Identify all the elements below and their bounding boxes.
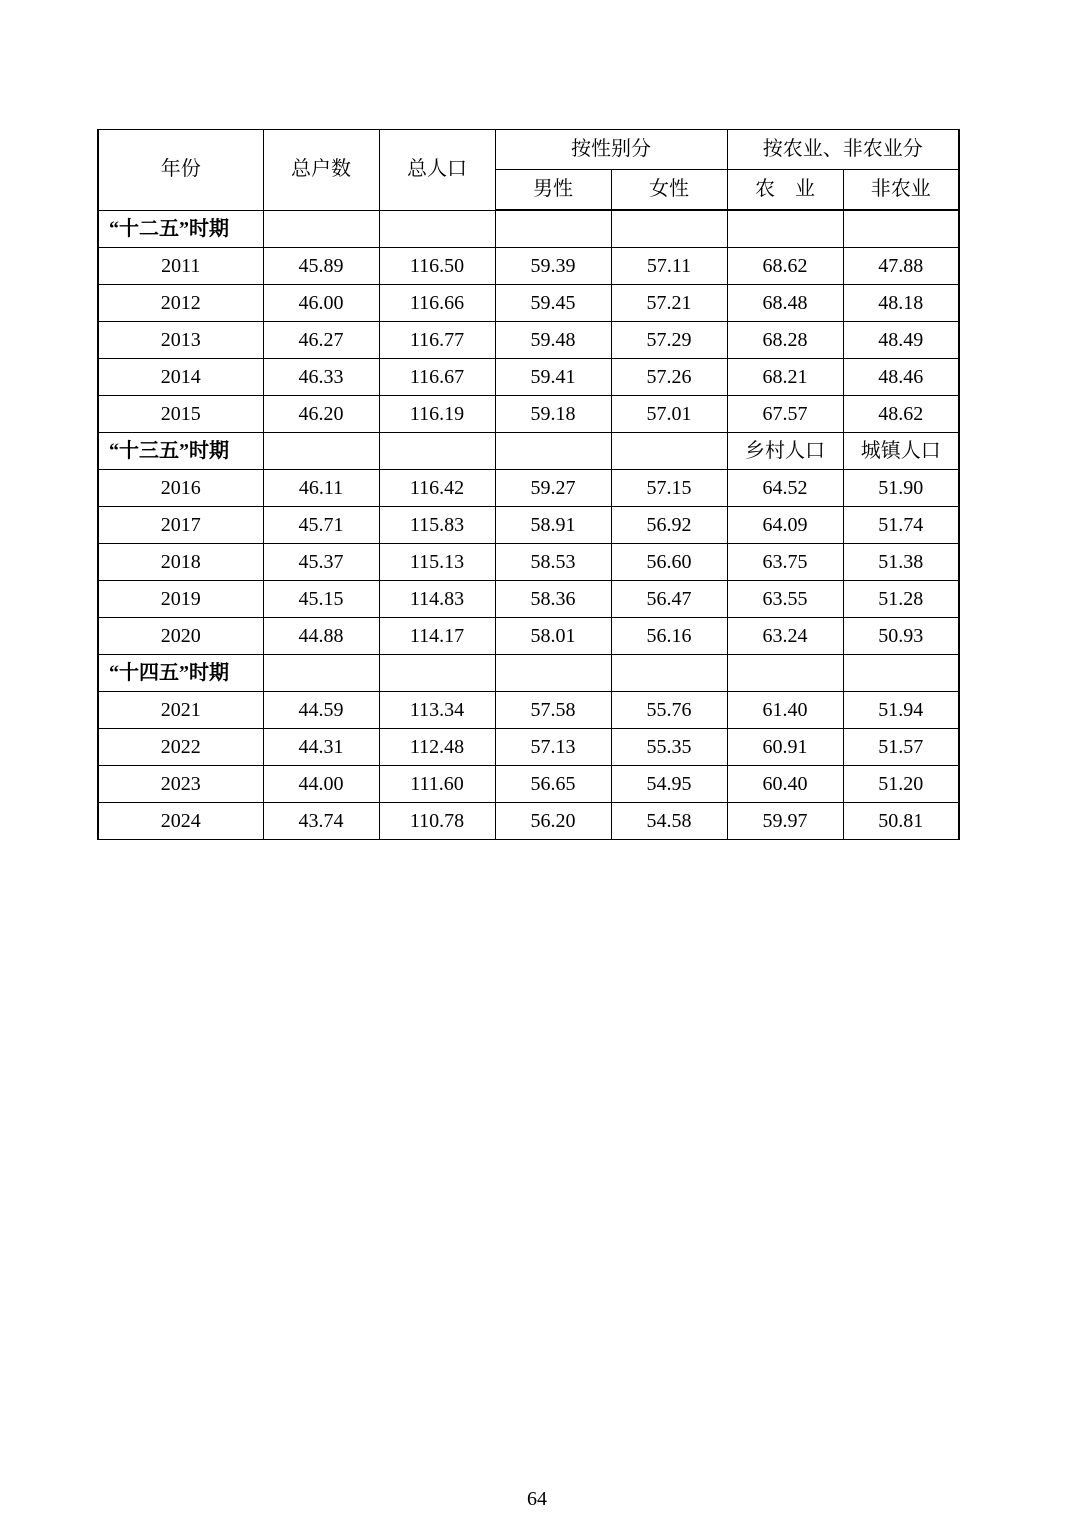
period-row <box>98 433 959 470</box>
table-cell: 55.35 <box>611 729 727 766</box>
table-row <box>98 803 959 840</box>
empty-cell <box>379 655 495 692</box>
table-cell: 68.62 <box>727 248 843 285</box>
table-cell: 51.20 <box>843 766 959 803</box>
header-female: 女性 <box>611 170 727 211</box>
period-subheader <box>843 655 959 692</box>
table-cell: 56.92 <box>611 507 727 544</box>
table-row <box>98 729 959 766</box>
table-row <box>98 359 959 396</box>
empty-cell <box>495 210 611 248</box>
table-cell: 55.76 <box>611 692 727 729</box>
table-cell: 51.74 <box>843 507 959 544</box>
table-cell: 57.29 <box>611 322 727 359</box>
table-cell: 67.57 <box>727 396 843 433</box>
table-cell: 115.13 <box>379 544 495 581</box>
period-label: “十二五”时期 <box>98 210 263 248</box>
empty-cell <box>379 433 495 470</box>
table-row <box>98 544 959 581</box>
table-cell: 47.88 <box>843 248 959 285</box>
table-cell: 2014 <box>98 359 263 396</box>
table-row <box>98 396 959 433</box>
table-cell: 2015 <box>98 396 263 433</box>
table-cell: 59.97 <box>727 803 843 840</box>
table-cell: 45.71 <box>263 507 379 544</box>
table-cell: 51.90 <box>843 470 959 507</box>
table-cell: 2012 <box>98 285 263 322</box>
header-agri: 农 业 <box>727 170 843 211</box>
empty-cell <box>379 210 495 248</box>
population-table <box>97 129 960 840</box>
table-row <box>98 322 959 359</box>
table-cell: 45.15 <box>263 581 379 618</box>
table-cell: 45.89 <box>263 248 379 285</box>
table-cell: 51.28 <box>843 581 959 618</box>
empty-cell <box>611 655 727 692</box>
period-subheader <box>727 655 843 692</box>
table-cell: 59.45 <box>495 285 611 322</box>
empty-cell <box>263 433 379 470</box>
table-cell: 46.11 <box>263 470 379 507</box>
empty-cell <box>263 210 379 248</box>
header-male: 男性 <box>495 170 611 211</box>
empty-cell <box>495 433 611 470</box>
period-label: “十三五”时期 <box>98 433 263 470</box>
table-cell: 113.34 <box>379 692 495 729</box>
period-subheader: 城镇人口 <box>843 433 959 470</box>
period-subheader <box>843 210 959 248</box>
table-cell: 56.16 <box>611 618 727 655</box>
table-cell: 112.48 <box>379 729 495 766</box>
table-cell: 114.83 <box>379 581 495 618</box>
page-number: 64 <box>527 1488 547 1510</box>
table-cell: 68.48 <box>727 285 843 322</box>
table-cell: 116.42 <box>379 470 495 507</box>
table-cell: 60.40 <box>727 766 843 803</box>
table-cell: 54.58 <box>611 803 727 840</box>
table-cell: 111.60 <box>379 766 495 803</box>
table-cell: 2016 <box>98 470 263 507</box>
table-cell: 50.81 <box>843 803 959 840</box>
table-cell: 64.09 <box>727 507 843 544</box>
table-cell: 48.49 <box>843 322 959 359</box>
table-row <box>98 248 959 285</box>
table-cell: 56.20 <box>495 803 611 840</box>
empty-cell <box>611 210 727 248</box>
table-cell: 46.20 <box>263 396 379 433</box>
table-cell: 57.26 <box>611 359 727 396</box>
table-cell: 51.94 <box>843 692 959 729</box>
table-cell: 64.52 <box>727 470 843 507</box>
table-cell: 58.01 <box>495 618 611 655</box>
table-cell: 48.18 <box>843 285 959 322</box>
table-cell: 48.62 <box>843 396 959 433</box>
table-cell: 54.95 <box>611 766 727 803</box>
table-cell: 2017 <box>98 507 263 544</box>
table-cell: 56.47 <box>611 581 727 618</box>
table-cell: 58.36 <box>495 581 611 618</box>
table-cell: 50.93 <box>843 618 959 655</box>
header-households: 总户数 <box>263 130 379 211</box>
table-cell: 2018 <box>98 544 263 581</box>
period-row <box>98 210 959 248</box>
table-row <box>98 766 959 803</box>
table-cell: 57.21 <box>611 285 727 322</box>
table-cell: 2022 <box>98 729 263 766</box>
table-cell: 44.59 <box>263 692 379 729</box>
table-cell: 116.77 <box>379 322 495 359</box>
header-row-1 <box>98 130 959 170</box>
table-row <box>98 692 959 729</box>
period-label: “十四五”时期 <box>98 655 263 692</box>
table-cell: 46.27 <box>263 322 379 359</box>
table-row <box>98 470 959 507</box>
period-subheader: 乡村人口 <box>727 433 843 470</box>
table-cell: 51.57 <box>843 729 959 766</box>
table-cell: 61.40 <box>727 692 843 729</box>
table-cell: 110.78 <box>379 803 495 840</box>
table-cell: 44.31 <box>263 729 379 766</box>
table-cell: 57.13 <box>495 729 611 766</box>
table-cell: 57.15 <box>611 470 727 507</box>
table-cell: 116.19 <box>379 396 495 433</box>
table-cell: 63.24 <box>727 618 843 655</box>
table-cell: 2023 <box>98 766 263 803</box>
table-cell: 59.39 <box>495 248 611 285</box>
table-cell: 58.91 <box>495 507 611 544</box>
table-cell: 44.00 <box>263 766 379 803</box>
table-cell: 116.66 <box>379 285 495 322</box>
table-cell: 114.17 <box>379 618 495 655</box>
header-nonagri: 非农业 <box>843 170 959 211</box>
header-year: 年份 <box>98 130 263 211</box>
table-cell: 56.60 <box>611 544 727 581</box>
table-cell: 2013 <box>98 322 263 359</box>
table-row <box>98 618 959 655</box>
table-cell: 59.27 <box>495 470 611 507</box>
table-cell: 63.55 <box>727 581 843 618</box>
table-row <box>98 507 959 544</box>
table-cell: 59.48 <box>495 322 611 359</box>
table-cell: 48.46 <box>843 359 959 396</box>
table-cell: 63.75 <box>727 544 843 581</box>
table-cell: 51.38 <box>843 544 959 581</box>
empty-cell <box>611 433 727 470</box>
period-subheader <box>727 210 843 248</box>
table-cell: 57.11 <box>611 248 727 285</box>
table-cell: 116.50 <box>379 248 495 285</box>
header-by-sex: 按性别分 <box>495 130 727 170</box>
table-cell: 57.01 <box>611 396 727 433</box>
header-population: 总人口 <box>379 130 495 211</box>
table-cell: 2019 <box>98 581 263 618</box>
table-cell: 45.37 <box>263 544 379 581</box>
table-row <box>98 285 959 322</box>
table-cell: 56.65 <box>495 766 611 803</box>
table-cell: 46.33 <box>263 359 379 396</box>
table-row <box>98 581 959 618</box>
empty-cell <box>495 655 611 692</box>
table-cell: 2021 <box>98 692 263 729</box>
table-cell: 2024 <box>98 803 263 840</box>
table-cell: 115.83 <box>379 507 495 544</box>
period-row <box>98 655 959 692</box>
empty-cell <box>263 655 379 692</box>
table-cell: 46.00 <box>263 285 379 322</box>
table-cell: 2020 <box>98 618 263 655</box>
table-cell: 2011 <box>98 248 263 285</box>
table-cell: 59.41 <box>495 359 611 396</box>
table-cell: 60.91 <box>727 729 843 766</box>
header-by-agri: 按农业、非农业分 <box>727 130 959 170</box>
table-cell: 116.67 <box>379 359 495 396</box>
table-cell: 58.53 <box>495 544 611 581</box>
table-cell: 57.58 <box>495 692 611 729</box>
table-cell: 43.74 <box>263 803 379 840</box>
table-cell: 44.88 <box>263 618 379 655</box>
table-cell: 68.21 <box>727 359 843 396</box>
table-cell: 68.28 <box>727 322 843 359</box>
table-cell: 59.18 <box>495 396 611 433</box>
